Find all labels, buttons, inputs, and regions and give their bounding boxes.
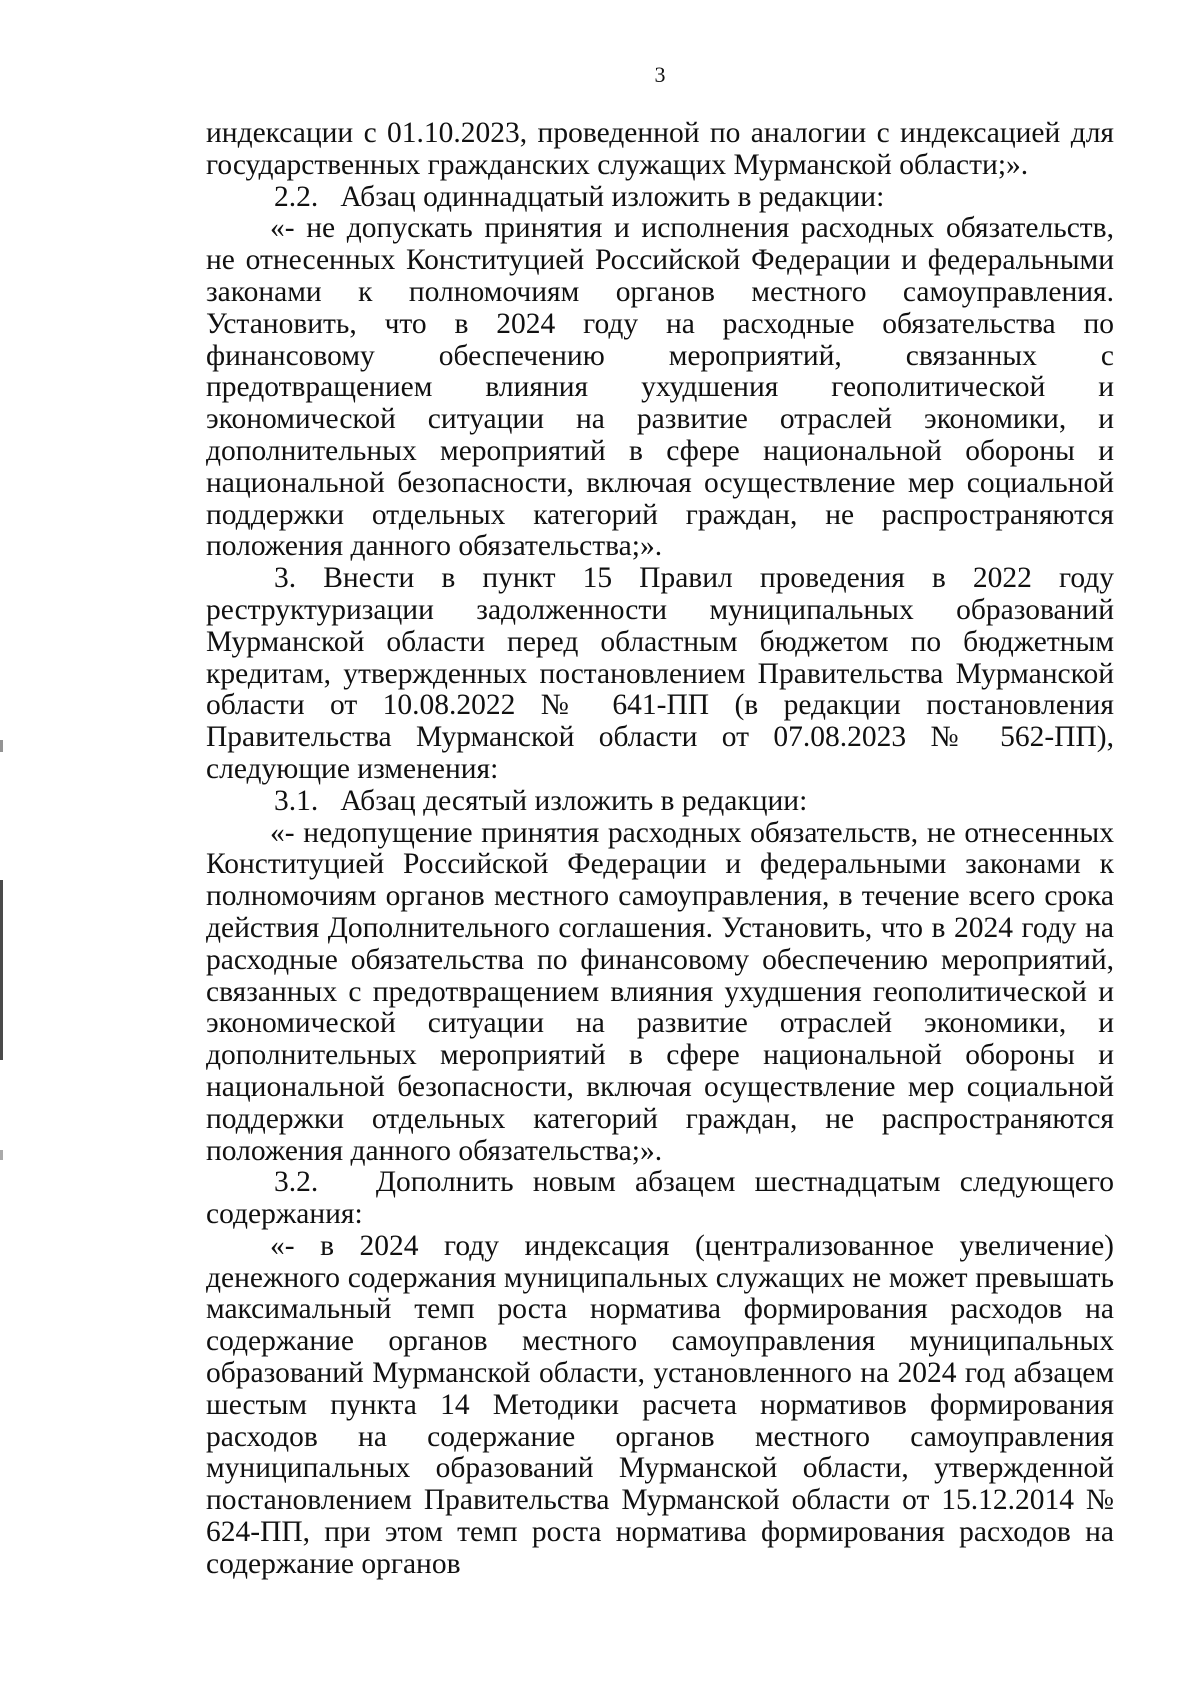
scan-edge-mark bbox=[0, 880, 3, 1060]
page-number: 3 bbox=[654, 62, 666, 87]
paragraph-item-2-2: 2.2. Абзац одиннадцатый изложить в редакции: bbox=[274, 180, 885, 213]
paragraph-quote-3-2: «- в 2024 году индексация (централизованное увеличение) денежного содержания муниципальных служащих не может превышать максимальный темп роста норматива формирования расходов на содержание органов местного самоуправления муниципальных образований Мурманской области, установленного на 2024 год абзацем шестым пункта 14 Методики расчета нормативов формирования расходов на содержание органов местного самоуправления муниципальных образований Мурманской области, утвержденной постановлением Правительства Мурманской области от 15.12.2014 № 624-ПП, при этом темп роста норматива формирования расходов на содержание органов bbox=[206, 1229, 1114, 1580]
scan-edge-mark bbox=[0, 1150, 3, 1160]
paragraph-quote-3-1: «- недопущение принятия расходных обязательств, не отнесенных Конституцией Российской Федерации и федеральными законами к полномочиям органов местного самоуправления, в течение всего срока действия Дополнительного соглашения. Установить, что в 2024 году на расходные обязательства по финансовому обеспечению мероприятий, связанных с предотвращением влияния ухудшения геополитической и экономической ситуации на развитие отраслей экономики, и дополнительных мероприятий в сфере национальной обороны и национальной безопасности, включая осуществление мер социальной поддержки отдельных категорий граждан, не распространяются положения данного обязательства;». bbox=[206, 816, 1114, 1167]
paragraph-item-3-2: 3.2. Дополнить новым абзацем шестнадцатым следующего содержания: bbox=[206, 1166, 1114, 1231]
scan-edge-mark bbox=[0, 740, 3, 752]
paragraph-item-3-1: 3.1. Абзац десятый изложить в редакции: bbox=[274, 784, 808, 817]
paragraph-quote-2-2: «- не допускать принятия и исполнения расходных обязательств, не отнесенных Конституцией Российской Федерации и федеральными законами к полномочиям органов местного самоуправления. Установить, что в 2024 году на расходные обязательства по финансовому обеспечению мероприятий, связанных с предотвращением влияния ухудшения геополитической и экономической ситуации на развитие отраслей экономики, и дополнительных мероприятий в сфере национальной обороны и национальной безопасности, включая осуществление мер социальной поддержки отдельных категорий граждан, не распространяются положения данного обязательства;». bbox=[206, 212, 1114, 563]
paragraph-item-3: 3. Внести в пункт 15 Правил проведения в 2022 году реструктуризации задолженности муниципальных образований Мурманской области перед областным бюджетом по бюджетным кредитам, утвержденных постановлением Правительства Мурманской области от 10.08.2022 № 641-ПП (в редакции постановления Правительства Мурманской области от 07.08.2023 № 562-ПП), следующие изменения: bbox=[206, 562, 1114, 785]
paragraph-continuation: индексации с 01.10.2023, проведенной по аналогии с индексацией для государственных гражданских служащих Мурманской области;». bbox=[206, 117, 1114, 181]
document-body bbox=[206, 118, 1114, 1581]
